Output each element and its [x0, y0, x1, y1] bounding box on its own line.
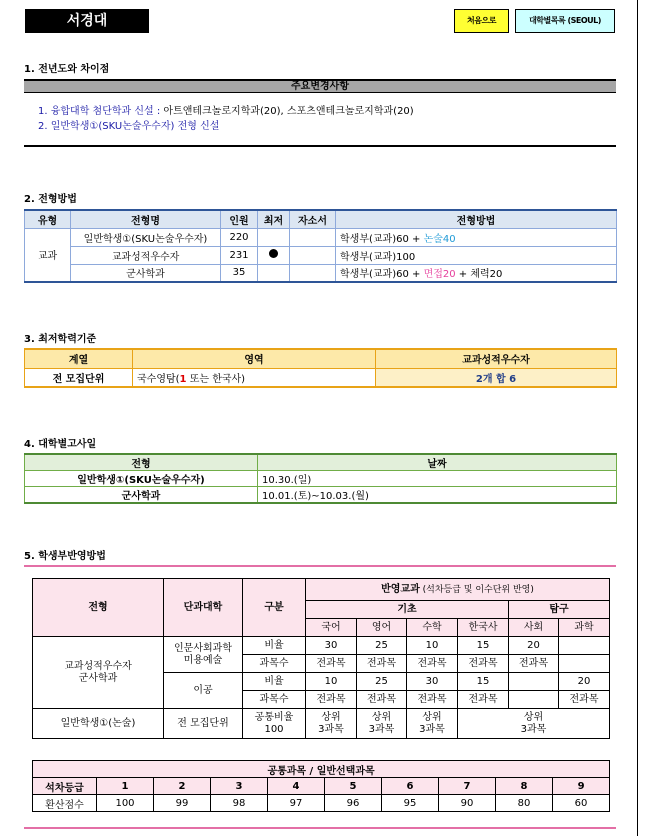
table-cell: 전과목 — [559, 691, 610, 709]
table-cell: 영어 — [357, 619, 407, 637]
table-cell: 한국사 — [458, 619, 509, 637]
table-cell: 96 — [325, 795, 382, 812]
table-cell: 전형 — [33, 579, 164, 637]
table-cell: 국수영탐(1 또는 한국사) — [133, 368, 376, 387]
table-cell: 전과목 — [306, 691, 357, 709]
table-cell: 상위 3과목 — [306, 709, 357, 739]
table-cell — [509, 691, 559, 709]
table-cell: 전과목 — [407, 655, 458, 673]
table-cell: 전과목 — [306, 655, 357, 673]
col-header: 유형 — [25, 210, 71, 228]
table-row — [25, 471, 617, 487]
table-cell — [258, 246, 290, 264]
university-title: 서경대 — [25, 9, 149, 33]
table-cell: 5 — [325, 778, 382, 795]
table-cell: 10.01.(토)~10.03.(월) — [258, 487, 617, 504]
table-cell: 교과 — [25, 228, 71, 282]
table-cell: 교과성적우수자 — [71, 246, 221, 264]
table-cell: 영역 — [133, 349, 376, 368]
section-4-title: 4. 대학별고사일 — [24, 439, 97, 450]
section-5-title: 5. 학생부반영방법 — [24, 551, 106, 562]
table-cell: 100 — [97, 795, 154, 812]
table-cell — [290, 246, 336, 264]
table-cell: 7 — [439, 778, 496, 795]
table-cell: 4 — [268, 778, 325, 795]
col-header: 인원 — [221, 210, 258, 228]
table-cell: 상위 3과목 — [407, 709, 458, 739]
table-cell: 전과목 — [458, 655, 509, 673]
table-row — [25, 228, 617, 246]
table-cell: 학생부(교과)60 + 면접20 + 체력20 — [336, 264, 617, 282]
table-cell: 전 모집단위 — [25, 368, 133, 387]
table-cell: 날짜 — [258, 454, 617, 471]
divider — [24, 565, 616, 567]
table-cell: 단과대학 — [164, 579, 243, 637]
table-cell: 6 — [382, 778, 439, 795]
change-item: 2. 일반학생①(SKU논술우수자) 전형 신설 — [38, 121, 220, 132]
table-cell: 15 — [458, 637, 509, 655]
table-cell: 군사학과 — [71, 264, 221, 282]
table-cell: 기초 — [306, 601, 509, 619]
table-cell: 231 — [221, 246, 258, 264]
record-reflection-table — [32, 578, 610, 739]
table-cell: 계열 — [25, 349, 133, 368]
table-cell: 구분 — [243, 579, 306, 637]
table-cell: 35 — [221, 264, 258, 282]
table-cell: 일반학생①(SKU논술우수자) — [25, 471, 258, 487]
table-cell: 10 — [407, 637, 458, 655]
table-cell: 환산점수 — [33, 795, 97, 812]
table-cell: 1 — [97, 778, 154, 795]
table-cell — [509, 673, 559, 691]
changes-list — [38, 104, 414, 134]
table-cell: 30 — [407, 673, 458, 691]
table-cell: 60 — [553, 795, 610, 812]
table-cell: 2 — [154, 778, 211, 795]
table-cell: 98 — [211, 795, 268, 812]
table-cell: 이공 — [164, 673, 243, 709]
table-cell: 수학 — [407, 619, 458, 637]
table-cell: 전과목 — [509, 655, 559, 673]
table-cell: 국어 — [306, 619, 357, 637]
table-cell: 과학 — [559, 619, 610, 637]
table-cell: 99 — [154, 795, 211, 812]
table-cell: 교과성적우수자 — [376, 349, 617, 368]
table-cell: 탐구 — [509, 601, 610, 619]
changes-header: 주요변경사항 — [24, 79, 616, 93]
grade-conversion-table — [32, 760, 610, 812]
home-button[interactable]: 처음으로 — [454, 9, 509, 33]
table-cell: 전 모집단위 — [164, 709, 243, 739]
required-dot-icon — [269, 249, 278, 258]
table-cell: 전과목 — [357, 655, 407, 673]
table-cell: 공통비율 100 — [243, 709, 306, 739]
table-cell: 25 — [357, 637, 407, 655]
table-cell: 상위 3과목 — [357, 709, 407, 739]
table-cell — [559, 637, 610, 655]
minimum-standard-table — [24, 348, 617, 388]
table-cell: 과목수 — [243, 655, 306, 673]
divider — [24, 827, 616, 829]
table-cell: 80 — [496, 795, 553, 812]
table-row — [33, 637, 610, 655]
table-row — [25, 246, 617, 264]
table-cell — [290, 228, 336, 246]
exam-date-table — [24, 453, 617, 504]
table-cell: 90 — [439, 795, 496, 812]
col-header: 자소서 — [290, 210, 336, 228]
table-row — [33, 709, 610, 739]
table-cell: 전형 — [25, 454, 258, 471]
university-list-button[interactable]: 대학별목록 (SEOUL) — [515, 9, 615, 33]
table-cell: 2개 합 6 — [376, 368, 617, 387]
col-header: 전형방법 — [336, 210, 617, 228]
table-cell: 9 — [553, 778, 610, 795]
table-cell: 학생부(교과)60 + 논술40 — [336, 228, 617, 246]
table-cell: 3 — [211, 778, 268, 795]
table-row — [25, 264, 617, 282]
table-cell: 교과성적우수자 군사학과 — [33, 637, 164, 709]
table-cell: 10 — [306, 673, 357, 691]
table-cell: 10.30.(일) — [258, 471, 617, 487]
table-cell: 석차등급 — [33, 778, 97, 795]
col-header: 최저 — [258, 210, 290, 228]
table-cell: 과목수 — [243, 691, 306, 709]
col-header: 전형명 — [71, 210, 221, 228]
table-cell: 8 — [496, 778, 553, 795]
table-cell: 20 — [559, 673, 610, 691]
table-cell: 상위 3과목 — [458, 709, 610, 739]
table-cell: 전과목 — [458, 691, 509, 709]
table-cell: 비율 — [243, 637, 306, 655]
table-cell: 220 — [221, 228, 258, 246]
page-border — [637, 0, 638, 836]
table-cell: 반영교과 (석차등급 및 이수단위 반영) — [306, 579, 610, 601]
admission-method-table — [24, 209, 617, 283]
table-cell: 25 — [357, 673, 407, 691]
table-cell: 공통과목 / 일반선택과목 — [33, 761, 610, 778]
table-row — [25, 368, 617, 387]
section-3-title: 3. 최저학력기준 — [24, 334, 97, 345]
table-cell: 95 — [382, 795, 439, 812]
table-cell: 사회 — [509, 619, 559, 637]
table-cell — [258, 264, 290, 282]
table-cell — [258, 228, 290, 246]
table-cell: 15 — [458, 673, 509, 691]
table-cell: 학생부(교과)100 — [336, 246, 617, 264]
table-cell: 97 — [268, 795, 325, 812]
table-cell: 비율 — [243, 673, 306, 691]
table-cell: 30 — [306, 637, 357, 655]
table-cell: 일반학생①(논술) — [33, 709, 164, 739]
divider — [24, 145, 616, 147]
change-item: 1. 융합대학 첨단학과 신설 : 아트앤테크놀로지학과(20), 스포츠앤테크놀로지학과(20) — [38, 106, 414, 117]
table-cell — [290, 264, 336, 282]
section-2-title: 2. 전형방법 — [24, 194, 77, 205]
table-row — [33, 795, 610, 812]
table-cell: 20 — [509, 637, 559, 655]
table-cell: 전과목 — [357, 691, 407, 709]
table-cell: 일반학생①(SKU논술우수자) — [71, 228, 221, 246]
section-1-title: 1. 전년도와 차이점 — [24, 64, 110, 75]
table-row — [25, 487, 617, 504]
table-cell: 인문사회과학 미용예술 — [164, 637, 243, 673]
table-cell: 전과목 — [407, 691, 458, 709]
table-cell: 군사학과 — [25, 487, 258, 504]
table-cell — [559, 655, 610, 673]
